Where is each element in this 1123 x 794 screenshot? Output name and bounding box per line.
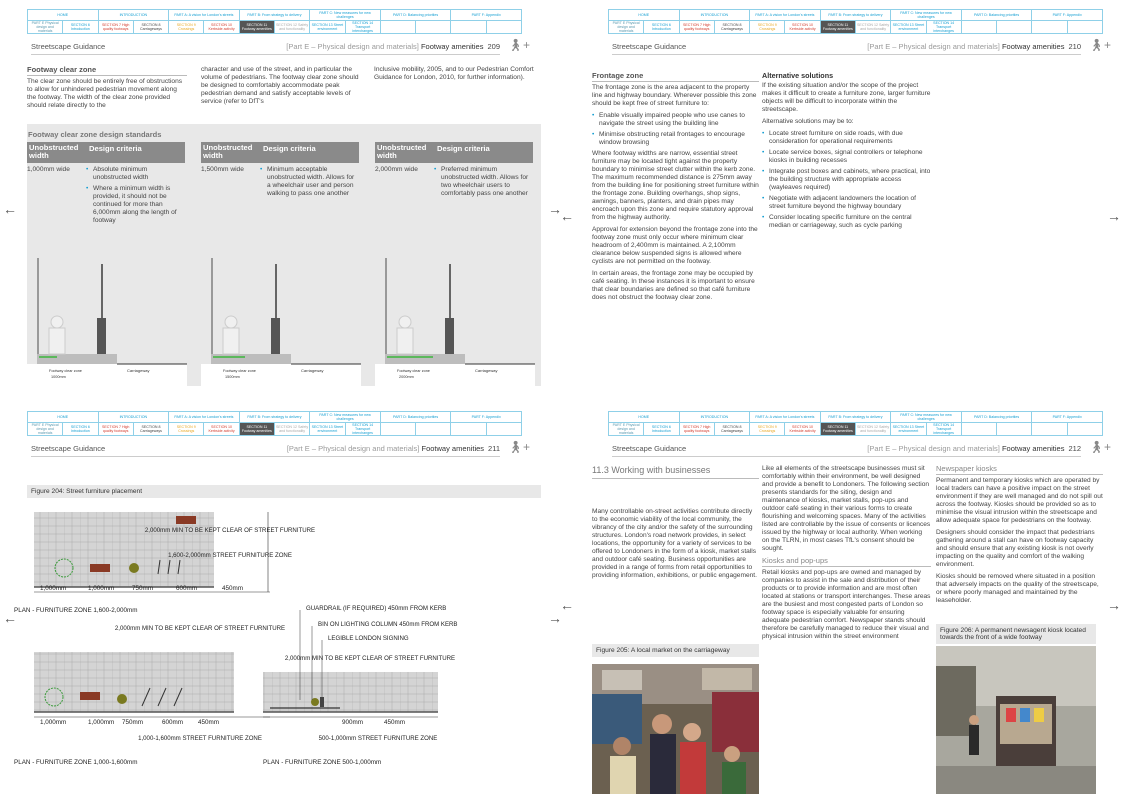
road-label: Carriageway [127,368,150,373]
part-label: [Part E – Physical design and materials] [286,444,420,453]
nav-top-row [609,10,1103,21]
bullet-list [762,130,932,230]
body-text: In certain areas, the frontage zone may be occupied by café seating. In these instances it is important to ensure that clear boundaries are defined so that café furniture does not obstruct the footway clear zone. [592,270,755,301]
section-heading: 11.3 Working with businesses [592,465,759,479]
zone-label: Footway clear zone [397,369,430,373]
nav-empty-cell [1032,21,1067,34]
width-value: 1,500mm wide [201,166,244,173]
legible-london-sign [320,697,324,707]
section-nav [27,9,522,34]
section-label: Footway amenities [1001,42,1065,51]
bin-post [271,318,280,354]
nav-section-link[interactable]: SECTION 6 Introduction [644,423,679,436]
footway-section-illustration [27,244,197,386]
nav-section-link[interactable]: SECTION 8 Carriageways [714,21,749,34]
page-header [31,443,500,457]
nav-section-link[interactable]: PART E Physical design and materials [28,423,63,436]
nav-part-link[interactable]: HOME [609,10,680,21]
body-text: The clear zone should be entirely free of obstructions to allow for unhindered pedestrian movement along the footway. The width of the clear zone provided should relate directly to the [27,78,183,109]
col-header: Design criteria [263,144,316,153]
figure-caption: Figure 205: A local market on the carriageway [592,644,759,657]
page-209 [0,0,542,389]
nav-section-link[interactable]: SECTION 7 High quality footways [98,21,133,34]
standard-column [201,142,359,379]
subheading: Alternative solutions [762,71,834,80]
nav-part-link[interactable]: PART A: A vision for London's streets [169,412,240,423]
nav-section-link[interactable]: SECTION 9 Crossings [750,21,785,34]
section-nav [27,411,522,436]
dim-label: 900mm [342,719,363,726]
nav-section-link[interactable]: SECTION 8 Carriageways [714,423,749,436]
nav-part-link[interactable]: PART A: A vision for London's streets [750,10,821,21]
standard-column [375,142,533,379]
criteria-list [86,166,182,228]
nav-section-link[interactable]: SECTION 12 Safety and functionality [855,423,890,436]
nav-section-link[interactable]: SECTION 12 Safety and functionality [274,423,309,436]
nav-empty-cell [1067,423,1102,436]
dim-label: 750mm [132,585,153,592]
nav-empty-cell [451,21,486,34]
nav-part-link[interactable]: PART B: From strategy to delivery [239,412,310,423]
nav-part-link[interactable]: PART F: Appendix [1032,10,1103,21]
nav-section-link[interactable]: SECTION 13 Street environment [891,423,926,436]
nav-part-link[interactable]: INTRODUCTION [679,10,750,21]
nav-section-link[interactable]: SECTION 6 Introduction [644,21,679,34]
bin-post [97,318,106,354]
plan-note: 1,000-1,600mm STREET FURNITURE ZONE [138,735,262,742]
nav-bottom-row [609,423,1103,436]
criteria-list [260,166,356,201]
accessibility-text-size-icon[interactable]: 🚶︎+ [1088,440,1111,454]
doc-title: Streetscape Guidance [612,42,687,51]
nav-section-link[interactable]: SECTION 11 Footway amenities [820,423,855,436]
zone-label: Footway clear zone [223,369,256,373]
bullet-list [592,112,759,147]
standard-header [375,142,533,163]
part-label: [Part E – Physical design and materials] [867,444,1000,453]
nav-part-link[interactable]: PART B: From strategy to delivery [820,412,891,423]
nav-empty-cell [486,423,521,436]
dim-label: 1,000mm [40,719,67,726]
dim-label: 1,000mm [40,585,67,592]
nav-section-link[interactable]: SECTION 13 Street environment [891,21,926,34]
width-value: 2,000mm wide [375,166,418,173]
next-page-arrow-icon[interactable]: → [1107,597,1121,613]
nav-top-row [28,10,522,21]
page-number: 209 [487,42,500,51]
nav-part-link[interactable]: INTRODUCTION [98,10,169,21]
bullet-item: • Locate street furniture on side roads, with due consideration for operational requirements [762,130,932,146]
nav-part-link[interactable]: PART D: Balancing priorities [380,10,451,21]
nav-section-link[interactable]: SECTION 10 Kerbside activity [204,423,239,436]
plan-label: PLAN - FURNITURE ZONE 1,000-1,600mm [14,759,138,766]
bench [80,692,100,700]
next-page-arrow-icon[interactable]: → [548,201,562,217]
nav-part-link[interactable]: INTRODUCTION [98,412,169,423]
section-heading: Footway clear zone [27,66,187,76]
body-text: The frontage zone is the area adjacent to the property line and highway boundary. Wherever possible this zone should be kept free of street furniture to: [592,84,757,107]
footway-section-illustration [201,244,371,386]
bullet-item: • Integrate post boxes and cabinets, where practical, into the building structure with appropriate access (wayleaves required) [762,168,932,192]
footway-paving [263,672,438,712]
svg-text:2,000mm MIN TO BE KEPT CLEAR O [115,625,285,632]
criteria-item: • Preferred minimum unobstructed width. Allows for two wheelchair users to comfortably pass one another [434,166,530,198]
nav-part-link[interactable]: PART F: Appendix [451,412,522,423]
bin [117,694,127,704]
nav-section-link[interactable]: SECTION 14 Transport interchanges [926,423,961,436]
body-text: Inclusive mobility, 2005, and to our Pedestrian Comfort Guidance for London, 2010, for further information). [374,66,534,81]
nav-section-link[interactable]: PART E Physical design and materials [28,21,63,34]
prev-page-arrow-icon[interactable]: ← [3,201,17,217]
nav-section-link[interactable]: SECTION 8 Carriageways [133,423,168,436]
body-text: Permanent and temporary kiosks which are operated by local traders can have a positive impact on the street environment if they are well managed and do not spill out across the footway. Kiosks should be provided so as to minimise the visual intrusion within the streetscape and allow adequate space for pedestrians on the footway. [936,477,1103,524]
figure-caption: Figure 206: A permanent newsagent kiosk located towards the front of a wide footway [936,624,1096,644]
road-label: Carriageway [301,368,324,373]
plan-3 [263,605,458,766]
col-header: Unobstructed width [29,143,79,160]
nav-part-link[interactable]: PART C: New measures for new challenges [891,412,962,423]
plan-2 [14,625,285,766]
nav-part-link[interactable]: PART B: From strategy to delivery [239,10,310,21]
col-header: Unobstructed width [377,143,427,160]
col-header: Design criteria [89,144,142,153]
nav-section-link[interactable]: SECTION 9 Crossings [169,423,204,436]
section-heading: Frontage zone [592,72,759,82]
nav-bottom-row [28,423,522,436]
body-text: Alternative solutions may be to: [762,118,854,125]
nav-bottom-row [28,21,522,34]
figure-caption: Figure 204: Street furniture placement [27,485,541,498]
dim-label: 450mm [384,719,405,726]
standard-header [27,142,185,163]
nav-empty-cell [1032,423,1067,436]
next-page-arrow-icon[interactable]: → [548,610,562,626]
nav-section-link[interactable]: SECTION 7 High quality footways [679,423,714,436]
nav-part-link[interactable]: PART C: New measures for new challenges [310,412,381,423]
nav-section-link[interactable]: SECTION 14 Transport interchanges [345,21,380,34]
section-nav [608,9,1103,34]
svg-text:500-1,000mm STREET FURNITURE Z [319,735,438,742]
nav-section-link[interactable]: SECTION 9 Crossings [169,21,204,34]
nav-part-link[interactable]: INTRODUCTION [679,412,750,423]
page-header [612,443,1081,457]
nav-section-link[interactable]: PART E Physical design and materials [609,21,644,34]
page-number: 210 [1068,42,1081,51]
bullet-item: • Enable visually impaired people who use canes to navigate the street using the building line [592,112,759,128]
zone-value: 1500mm [225,375,240,379]
subheading: Kiosks and pop-ups [762,557,931,567]
zone-value: 2000mm [399,375,414,379]
next-page-arrow-icon[interactable]: → [1107,208,1121,224]
body-text: Approval for extension beyond the frontage zone into the footway zone must only occur where minimum clear headroom of 2,400mm is maintained. A 2,100mm clearance below suspended signs is allowed where cyclists are not permitted on the footway. [592,226,758,265]
nav-section-link[interactable]: SECTION 14 Transport interchanges [926,21,961,34]
nav-section-link[interactable]: SECTION 13 Street environment [310,423,345,436]
nav-part-link[interactable]: PART D: Balancing priorities [961,10,1032,21]
bench [90,564,110,572]
nav-part-link[interactable]: PART F: Appendix [1032,412,1103,423]
nav-empty-cell [486,21,521,34]
nav-section-link[interactable]: SECTION 8 Carriageways [133,21,168,34]
body-text: character and use of the street, and in particular the volume of pedestrians. The footway clear zone should be designed to comfortably accommodate peak pedestrian demand and satisfy acceptable levels of service (refer to DfT's [201,66,359,105]
nav-section-link[interactable]: SECTION 12 Safety and functionality [855,21,890,34]
standard-header [201,142,359,163]
doc-title: Streetscape Guidance [612,444,687,453]
nav-part-link[interactable]: PART C: New measures for new challenges [310,10,381,21]
bin [129,563,139,573]
section-label: Footway amenities [421,444,485,453]
criteria-item: • Minimum acceptable unobstructed width. Allows for a wheelchair user and person walking to pass one another [260,166,356,198]
page-212 [581,402,1123,794]
col-header: Design criteria [437,144,490,153]
standards-title: Footway clear zone design standards [28,130,162,139]
furniture-placement-diagram [0,502,542,792]
nav-part-link[interactable]: HOME [28,412,99,423]
criteria-item: • Absolute minimum unobstructed width [86,166,182,182]
svg-text:1,000-1,600mm STREET FURNITURE [138,735,262,742]
nav-part-link[interactable]: PART A: A vision for London's streets [750,412,821,423]
section-label: Footway amenities [420,42,484,51]
nav-empty-cell [961,21,996,34]
plan-note: 2,000mm MIN TO BE KEPT CLEAR OF STREET FURNITURE [114,625,286,632]
plan-note: 500-1,000mm STREET FURNITURE ZONE [318,735,438,742]
plan-label: PLAN - FURNITURE ZONE 1,600-2,000mm [14,607,138,614]
footway-paving [34,652,234,712]
nav-bottom-row [609,21,1103,34]
body-text: Where footway widths are narrow, essential street furniture may be located tight against the property boundary to minimise street clutter within the kerb zone. The maximum recommended distance is 275mm away from the building line for positioning street furniture within the frontage zone. Building overhangs, shop signs, awnings, banners, planters, and drain pipes may encroach upon this zone and require statutory approval from the highway authority. [592,150,759,221]
col-header: Unobstructed width [203,143,253,160]
nav-section-link[interactable]: SECTION 11 Footway amenities [239,21,274,34]
width-value: 1,000mm wide [27,166,70,173]
doc-title: Streetscape Guidance [31,444,106,453]
plan-note: 2,000mm MIN TO BE KEPT CLEAR OF STREET FURNITURE [144,527,316,534]
nav-part-link[interactable]: PART D: Balancing priorities [961,412,1032,423]
page-number: 211 [488,444,500,453]
accessibility-text-size-icon[interactable]: 🚶︎+ [507,38,530,52]
nav-part-link[interactable]: HOME [28,10,99,21]
doc-title: Streetscape Guidance [31,42,106,51]
part-label: [Part E – Physical design and materials] [286,42,419,51]
page-210 [581,0,1123,389]
dim-label: 600mm [176,585,197,592]
svg-text:1,600-2,000mm STREET FURNITURE [168,552,292,559]
zone-label: Footway clear zone [49,369,82,373]
nav-part-link[interactable]: PART F: Appendix [451,10,522,21]
bench [176,516,196,524]
nav-part-link[interactable]: PART A: A vision for London's streets [169,10,240,21]
part-label: [Part E – Physical design and materials] [867,42,1000,51]
body-text: Retail kiosks and pop-ups are owned and managed by companies to assist in the sale and distribution of their products or to provide information and are most often located at stations or transport interchanges. These areas are the busiest and most congested parts of London so footway space is especially valuable for ensuring adequate pedestrian comfort. Newspaper stands should therefore be carefully managed to reduce their visual and physical intrusion within the street environment [762,569,931,640]
nav-top-row [28,412,522,423]
nav-empty-cell [416,21,451,34]
callout: GUARDRAIL (IF REQUIRED) 450mm FROM KERB [306,605,447,612]
road-label: Carriageway [475,368,498,373]
body-text: If the existing situation and/or the scope of the project makes it difficult to create a furniture zone, larger furniture objects will be difficult to incorporate within the streetscape. [762,82,931,113]
zone-value: 1000mm [51,375,66,379]
nav-section-link[interactable]: PART E Physical design and materials [609,423,644,436]
nav-section-link[interactable]: SECTION 13 Street environment [310,21,345,34]
section-label: Footway amenities [1001,444,1065,453]
prev-page-arrow-icon[interactable]: ← [560,597,574,613]
callout: BIN ON LIGHTING COLUMN 450mm FROM KERB [318,621,458,628]
prev-page-arrow-icon[interactable]: ← [3,610,17,626]
design-standards-panel [27,124,541,386]
nav-empty-cell [416,423,451,436]
nav-section-link[interactable]: SECTION 10 Kerbside activity [785,423,820,436]
nav-part-link[interactable]: PART D: Balancing priorities [380,412,451,423]
dim-label: 450mm [198,719,219,726]
accessibility-text-size-icon[interactable]: 🚶︎+ [1088,38,1111,52]
body-text: Like all elements of the streetscape businesses must sit comfortably within their environment, be well designed and provide a benefit to Londoners. The following section presents standards for the siting, design and maintenance of kiosks, market stalls, pop-ups and outdoor café seating in their various forms to create flourishing and welcoming spaces. Many of the activities listed are controllable by the issue of consents or licences issued by the highway or local authority. When working on the TLRN, in most cases TfL's consent should be sought. [762,465,931,552]
nav-part-link[interactable]: PART C: New measures for new challenges [891,10,962,21]
nav-empty-cell [451,423,486,436]
nav-section-link[interactable]: SECTION 11 Footway amenities [820,21,855,34]
criteria-item: • Where a minimum width is provided, it should not be continued for more than 6,000mm along the length of footway [86,185,182,225]
body-text: Kiosks should be removed where situated in a position that adversely impacts on the quality of the streetscape, or where poorly managed and maintained by the leaseholder. [936,573,1099,604]
nav-section-link[interactable]: SECTION 9 Crossings [750,423,785,436]
nav-section-link[interactable]: SECTION 14 Transport interchanges [345,423,380,436]
body-text: Designers should consider the impact that pedestrians gathering around a stall can have on footway capacity and should ensure that any existing kiosk is not overly impacting on the quality and comfort of the walking environment. [936,529,1095,568]
nav-empty-cell [380,423,415,436]
bullet-item: • Locate service boxes, signal controllers or telephone kiosks in building recesses [762,149,932,165]
subheading: Newspaper kiosks [936,465,1103,475]
nav-empty-cell [1067,21,1102,34]
nav-part-link[interactable]: PART B: From strategy to delivery [820,10,891,21]
nav-part-link[interactable]: HOME [609,412,680,423]
nav-section-link[interactable]: SECTION 10 Kerbside activity [785,21,820,34]
accessibility-text-size-icon[interactable]: 🚶︎+ [507,440,530,454]
bullet-item: • Consider locating specific furniture on the central median or carriageway, such as cycle parking [762,214,932,230]
nav-section-link[interactable]: SECTION 12 Safety and functionality [274,21,309,34]
market-photo [592,664,759,794]
nav-top-row [609,412,1103,423]
nav-section-link[interactable]: SECTION 11 Footway amenities [239,423,274,436]
newsagent-kiosk-photo [936,646,1096,794]
plan-1 [14,512,315,614]
bullet-item: • Negotiate with adjacent landowners the location of street furniture beyond the highway boundary [762,195,932,211]
nav-empty-cell [961,423,996,436]
criteria-list [434,166,530,201]
page-header [612,41,1081,55]
nav-empty-cell [380,21,415,34]
standard-column [27,142,185,379]
dim-label: 1,000mm [88,719,115,726]
body-text: Many controllable on-street activities contribute directly to the economic viability of the local community, the vibrancy of the city and/or the safety of the surrounding structures. London's road network provides, in select locations, the opportunity for a variety of services to be offered to Londoners in the form of a kiosk, market stalls and outdoor café seating. Business opportunities are provided in a range of forms from retail opportunities to providing information, exhibitions, or public engagement. [592,508,757,579]
section-nav [608,411,1103,436]
nav-section-link[interactable]: SECTION 10 Kerbside activity [204,21,239,34]
dim-label: 600mm [162,719,183,726]
nav-section-link[interactable]: SECTION 7 High quality footways [679,21,714,34]
plan-note: 2,000mm MIN TO BE KEPT CLEAR OF STREET FURNITURE [284,655,456,662]
footway-section-illustration [375,244,542,386]
prev-page-arrow-icon[interactable]: ← [560,208,574,224]
bullet-item: • Minimise obstructing retail frontages to encourage window browsing [592,131,759,147]
nav-section-link[interactable]: SECTION 7 High quality footways [98,423,133,436]
plan-label: PLAN - FURNITURE ZONE 500-1,000mm [263,759,382,766]
plan-note: 1,600-2,000mm STREET FURNITURE ZONE [168,552,292,559]
page-header [31,41,500,55]
callout: LEGIBLE LONDON SIGNING [328,635,409,642]
nav-section-link[interactable]: SECTION 6 Introduction [63,21,98,34]
svg-text:2,000mm MIN TO BE KEPT CLEAR O [145,527,315,534]
page-number: 212 [1068,444,1081,453]
bin-post [445,318,454,354]
dim-label: 750mm [122,719,143,726]
nav-empty-cell [997,423,1032,436]
page-211 [0,402,542,794]
svg-text:2,000mm MIN TO BE KEPT CLEAR O [285,655,455,662]
dim-label: 450mm [222,585,243,592]
nav-section-link[interactable]: SECTION 6 Introduction [63,423,98,436]
nav-empty-cell [997,21,1032,34]
dim-label: 1,000mm [88,585,115,592]
